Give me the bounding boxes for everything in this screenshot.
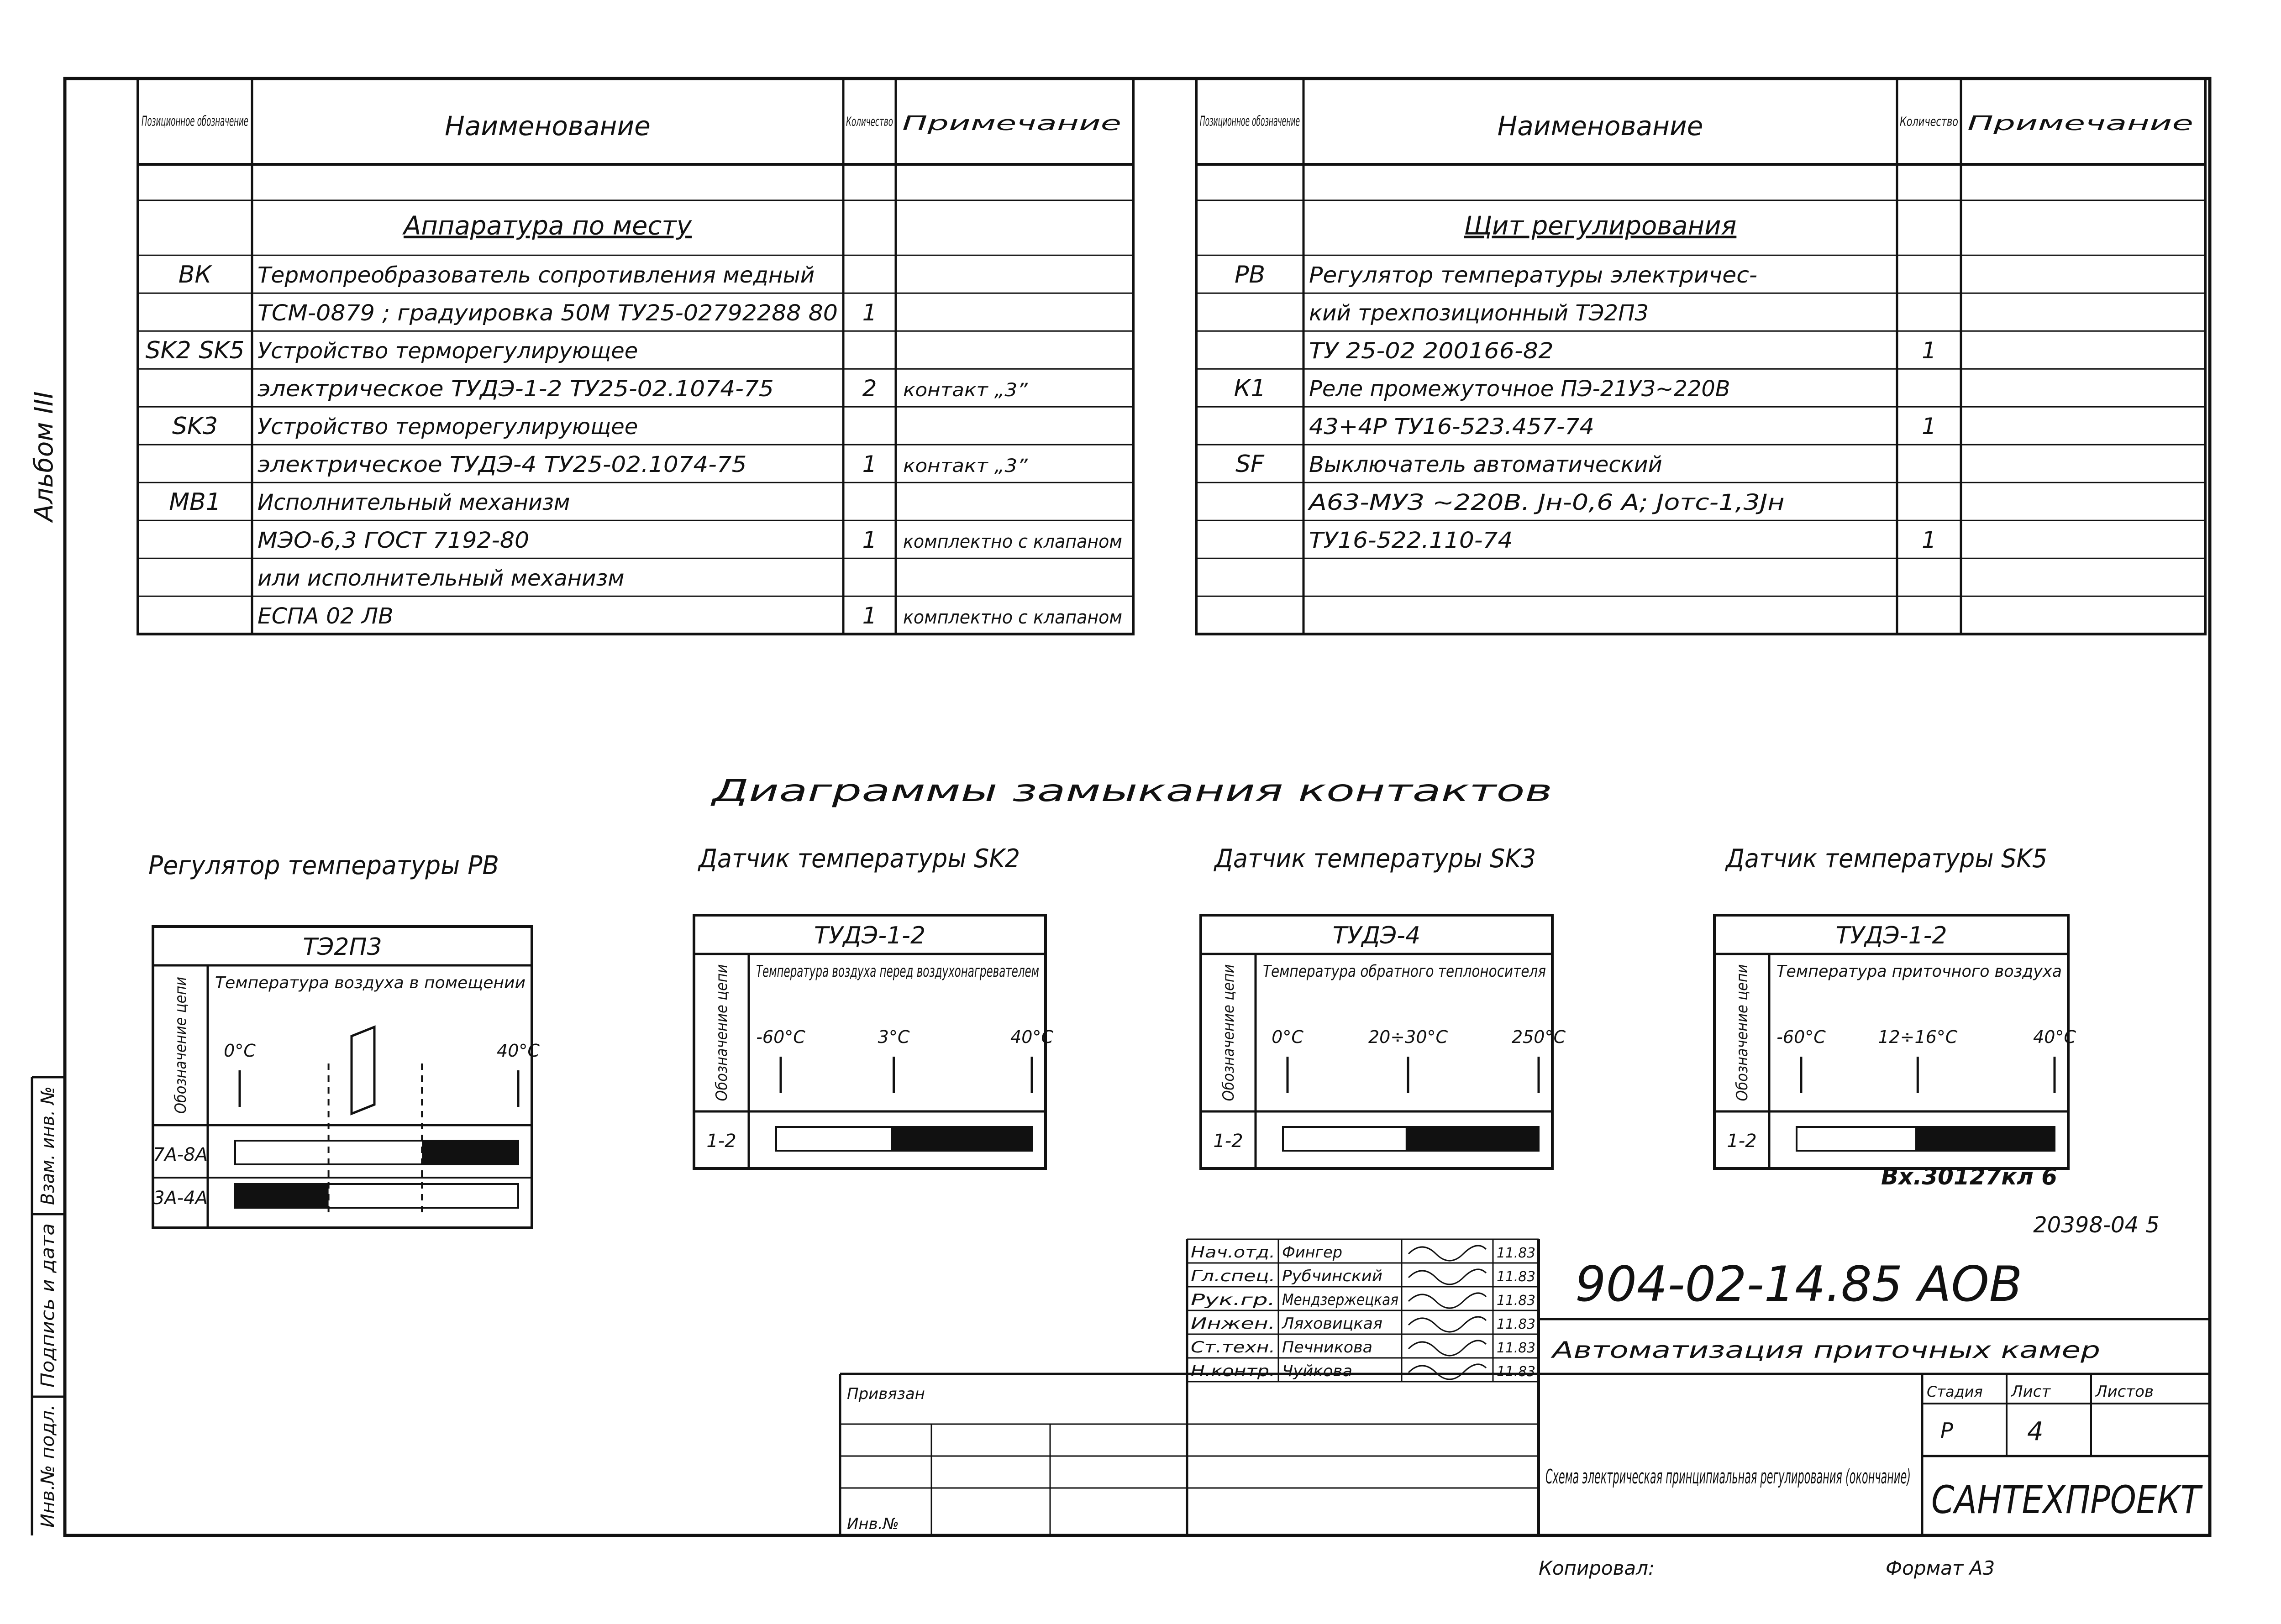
diagram-tick-label: 40°C: [497, 1041, 540, 1061]
diagram-tick-label: 40°C: [2033, 1027, 2076, 1047]
right_table-item-qty: 1: [1922, 526, 1936, 553]
left_table-item-name: Исполнительный механизм: [258, 489, 570, 515]
diagram-caption: Датчик температуры SK3: [1213, 844, 1536, 874]
left_table-item-qty: 1: [862, 451, 877, 477]
diagram-caption: Регулятор температуры РВ: [148, 851, 499, 880]
left_table-header-position: Позиционное обозначение: [142, 113, 248, 130]
stamp-cell-signature: Подпись и дата: [37, 1236, 58, 1388]
left_table-item-qty: 2: [862, 375, 877, 402]
diagram-row-label: 7А-8А: [152, 1144, 208, 1165]
contact-closed-segment: [1915, 1127, 2055, 1151]
diagram-quantity-label: Температура приточного воздуха: [1776, 962, 2062, 981]
left_table-item-note: комплектно с клапаном: [903, 607, 1122, 628]
album-label: Альбом III: [29, 391, 59, 522]
signer-role: Н.контр.: [1191, 1362, 1275, 1380]
diagram-quantity-label: Температура воздуха перед воздухонагревателем: [756, 962, 1039, 981]
left_table-section-title: Аппаратура по месту: [403, 211, 692, 241]
sheet-title: Схема электрическая принципиальная регулирования (окончание): [1545, 1465, 1911, 1488]
left_table-item-name: электрическое ТУДЭ-1-2 ТУ25-02.1074-75: [258, 376, 774, 402]
left_table-position-code: SK3: [172, 412, 218, 440]
diagram-box: [153, 927, 532, 1228]
left_table-header-name: Наименование: [445, 110, 651, 142]
sheet-value: 4: [2027, 1417, 2044, 1446]
left_table-item-name: ТСМ-0879 ; градуировка 50М ТУ25-02792288 80: [258, 300, 838, 326]
right_table-header-note: Примечание: [1967, 111, 2193, 135]
diagram-circuit-label: Обозначение цепи: [172, 960, 190, 1114]
signature-scribble: [1409, 1246, 1486, 1261]
diagram-tick-label: -60°C: [1776, 1027, 1826, 1047]
sheets-header: Листов: [2096, 1383, 2154, 1401]
left_table-position-code: ВК: [178, 261, 212, 288]
contact-closed-segment: [422, 1141, 518, 1164]
diagram-device-type: ТУДЭ-1-2: [814, 922, 926, 949]
signer-role: Нач.отд.: [1191, 1243, 1275, 1262]
signer-name: Фингер: [1282, 1243, 1342, 1262]
diagram-tick-label: 40°C: [1010, 1027, 1053, 1047]
left_table-item-name: электрическое ТУДЭ-4 ТУ25-02.1074-75: [258, 451, 747, 477]
attached-label: Привязан: [847, 1385, 925, 1403]
left_table-position-code: МВ1: [169, 488, 221, 516]
signer-date: 11.83: [1497, 1364, 1535, 1380]
left_table-header-qty: Количество: [846, 114, 893, 129]
stamp-cell-inventory: Инв.№ подл.: [37, 1407, 58, 1528]
right_table-position-code: К1: [1234, 374, 1266, 402]
right_table-header-position: Позиционное обозначение: [1200, 113, 1300, 130]
diagram-tick-label: 0°C: [1272, 1027, 1303, 1047]
signer-name: Рубчинский: [1282, 1267, 1382, 1285]
left_table-item-name: МЭО-6,3 ГОСТ 7192-80: [258, 527, 530, 553]
right_table-item-name: 43+4Р ТУ16-523.457-74: [1309, 414, 1594, 440]
signer-date: 11.83: [1497, 1245, 1535, 1261]
right_table-item-name: Регулятор температуры электричес-: [1309, 262, 1758, 288]
right_table-header-qty: Количество: [1900, 114, 1958, 129]
signature-scribble: [1409, 1364, 1486, 1379]
contact-closed-segment: [235, 1184, 329, 1208]
stage-header: Стадия: [1927, 1383, 1983, 1400]
inventory-label: Инв.№: [847, 1515, 899, 1533]
left_table-item-name: Термопреобразователь сопротивления медный: [258, 262, 815, 288]
left_table-item-name: Устройство терморегулирующее: [258, 414, 638, 440]
left_table-item-name: или исполнительный механизм: [258, 565, 625, 591]
signer-role: Рук.гр.: [1191, 1291, 1275, 1309]
contact-closed-segment: [891, 1127, 1032, 1151]
right_table-position-code: SF: [1235, 450, 1264, 478]
right_table-item-name: А63-МУЗ ~220В. Jн-0,6 А; Jотс-1,3Jн: [1307, 489, 1785, 515]
format-label: Формат А3: [1886, 1557, 1995, 1579]
diagram-caption: Датчик температуры SK2: [697, 844, 1020, 874]
diagram-row-label: 1-2: [1213, 1131, 1243, 1152]
diagram-tick-label: 20÷30°C: [1368, 1027, 1448, 1047]
signer-role: Ст.техн.: [1191, 1338, 1275, 1357]
diagram-quantity-label: Температура обратного теплоносителя: [1263, 962, 1546, 981]
left_table-item-note: комплектно с клапаном: [903, 531, 1122, 552]
diagram-tick-label: -60°C: [756, 1027, 805, 1047]
diagram-device-type: ТЭ2П3: [303, 933, 382, 961]
stage-value: Р: [1940, 1418, 1953, 1443]
left_table-item-qty: 1: [862, 526, 877, 553]
signer-date: 11.83: [1497, 1293, 1535, 1309]
right_table-position-code: РВ: [1234, 261, 1266, 288]
diagram-row-label: 3А-4А: [152, 1188, 208, 1209]
neutral-zone-marker: [352, 1027, 374, 1114]
diagram-row-label: 1-2: [1727, 1131, 1757, 1152]
document-code: 904-02-14.85 АОВ: [1575, 1256, 2023, 1312]
right_table-item-name: ТУ16-522.110-74: [1309, 527, 1513, 553]
signer-name: Чуйкова: [1282, 1362, 1352, 1380]
left_table-item-name: Устройство терморегулирующее: [258, 338, 638, 364]
signer-role: Гл.спец.: [1191, 1267, 1275, 1285]
left_table-header-note: Примечание: [902, 111, 1121, 135]
right_table-item-name: ТУ 25-02 200166-82: [1309, 338, 1554, 364]
incoming-reference: Вх.30127кл 6: [1881, 1163, 2058, 1190]
signer-date: 11.83: [1497, 1316, 1535, 1332]
right_table-item-name: кий трехпозиционный ТЭ2П3: [1309, 300, 1649, 326]
sheet-header: Лист: [2011, 1383, 2051, 1401]
right_table-item-name: Реле промежуточное ПЭ-21УЗ~220В: [1309, 376, 1730, 402]
right_table-header-name: Наименование: [1497, 110, 1703, 142]
signature-scribble: [1409, 1269, 1486, 1284]
diagram-row-label: 1-2: [706, 1131, 736, 1152]
organization-name: САНТЕХПРОЕКТ: [1931, 1477, 2203, 1522]
signer-role: Инжен.: [1191, 1315, 1275, 1333]
signature-scribble: [1409, 1341, 1486, 1356]
left_table-item-name: ЕСПА 02 ЛВ: [258, 603, 394, 629]
signature-scribble: [1409, 1293, 1486, 1308]
diagram-device-type: ТУДЭ-1-2: [1835, 922, 1947, 949]
left_table-position-code: SK2 SK5: [145, 336, 245, 364]
diagrams-title: Диаграммы замыкания контактов: [710, 773, 1552, 808]
left_table-item-qty: 1: [862, 299, 877, 326]
signature-scribble: [1409, 1317, 1486, 1332]
stamp-cell-replace: Взам. инв. №: [37, 1081, 58, 1205]
left_table-item-qty: 1: [862, 602, 877, 629]
right_table-section-title: Щит регулирования: [1464, 211, 1737, 241]
right_table-item-qty: 1: [1922, 337, 1936, 364]
diagram-tick-label: 3°C: [878, 1027, 910, 1047]
diagram-circuit-label: Обозначение цепи: [713, 948, 731, 1101]
contact-closed-segment: [1406, 1127, 1539, 1151]
sheet-reference: 20398-04 5: [2033, 1212, 2160, 1238]
diagram-quantity-label: Температура воздуха в помещении: [215, 974, 526, 992]
copied-by-label: Копировал:: [1539, 1557, 1655, 1579]
signer-name: Печникова: [1282, 1338, 1372, 1357]
signer-date: 11.83: [1497, 1269, 1535, 1285]
diagram-tick-label: 12÷16°C: [1878, 1027, 1958, 1047]
diagram-caption: Датчик температуры SK5: [1724, 844, 2047, 874]
diagram-circuit-label: Обозначение цепи: [1733, 948, 1751, 1101]
diagram-circuit-label: Обозначение цепи: [1219, 948, 1238, 1101]
diagram-tick-label: 0°C: [224, 1041, 256, 1061]
diagram-tick-label: 250°C: [1511, 1027, 1566, 1047]
project-title: Автоматизация приточных камер: [1550, 1337, 2100, 1363]
signer-name: Мендзержецкая: [1282, 1291, 1398, 1309]
signer-name: Ляховицкая: [1281, 1315, 1382, 1333]
right_table-item-name: Выключатель автоматический: [1309, 451, 1662, 477]
left_table-item-note: контакт „3”: [903, 455, 1028, 477]
signer-date: 11.83: [1497, 1340, 1535, 1356]
left_table-item-note: контакт „3”: [903, 379, 1028, 401]
diagram-device-type: ТУДЭ-4: [1332, 922, 1421, 949]
right_table-item-qty: 1: [1922, 413, 1936, 440]
